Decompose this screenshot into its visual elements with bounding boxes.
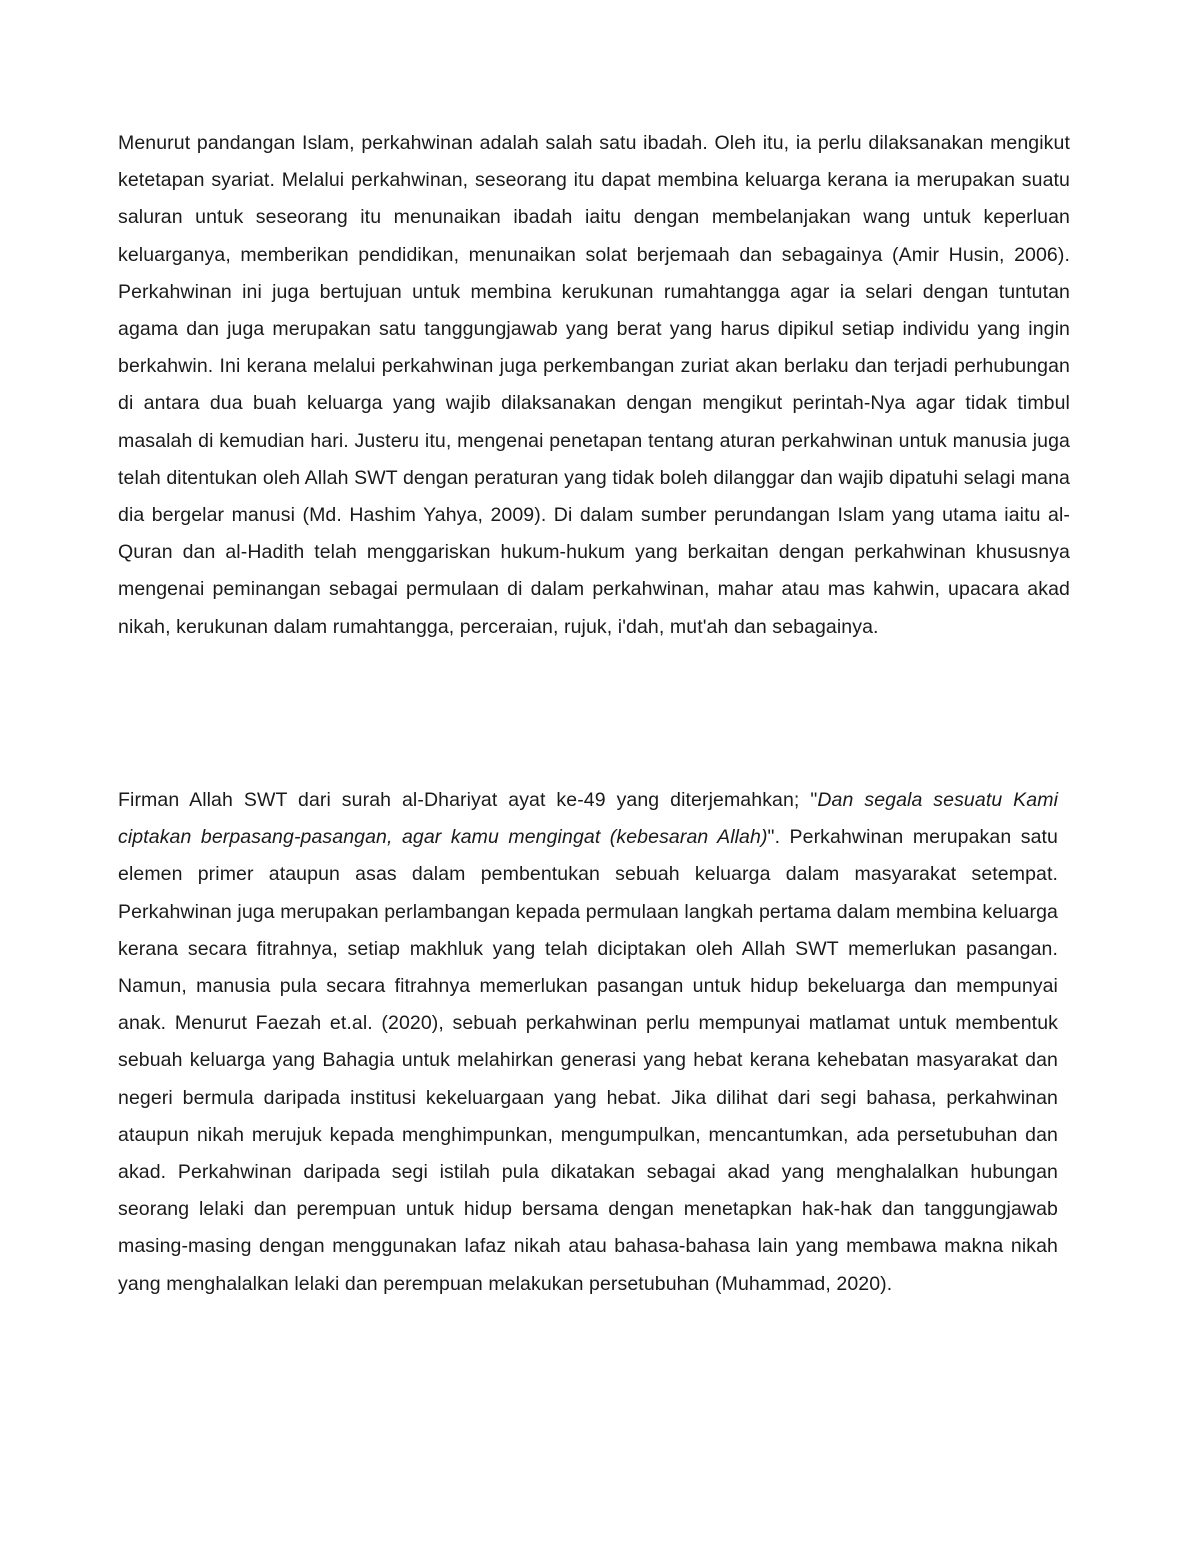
paragraph-2 (118, 782, 1058, 1303)
quran-quote: Dan segala sesuatu Kami ciptakan berpasang-pasangan, agar kamu mengingat (kebesaran Allah) (118, 789, 1059, 849)
paragraph-2-rest: ". Perkahwinan merupakan satu elemen primer ataupun asas dalam pembentukan sebuah keluarga dalam masyarakat setempat. Perkahwinan juga merupakan perlambangan kepada permulaan langkah pertama dalam membina keluarga kerana secara fitrahnya, setiap makhluk yang telah diciptakan oleh Allah SWT memerlukan pasangan. Namun, manusia pula secara fitrahnya memerlukan pasangan untuk hidup bekeluarga dan mempunyai anak. Menurut Faezah et.al. (2020), sebuah perkahwinan perlu mempunyai matlamat untuk membentuk sebuah keluarga yang Bahagia untuk melahirkan generasi yang hebat kerana kehebatan masyarakat dan negeri bermula daripada institusi kekeluargaan yang hebat. Jika dilihat dari segi bahasa, perkahwinan ataupun nikah merujuk kepada menghimpunkan, mengumpulkan, mencantumkan, ada persetubuhan dan akad. Perkahwinan daripada segi istilah pula dikatakan sebagai akad yang menghalalkan hubungan seorang lelaki dan perempuan untuk hidup bersama dengan menetapkan hak-hak dan tanggungjawab masing-masing dengan menggunakan lafaz nikah atau bahasa-bahasa lain yang membawa makna nikah yang menghalalkan lelaki dan perempuan melakukan persetubuhan (Muhammad, 2020). (118, 826, 1058, 1295)
paragraph-1: Menurut pandangan Islam, perkahwinan adalah salah satu ibadah. Oleh itu, ia perlu dilaksanakan mengikut ketetapan syariat. Melalui perkahwinan, seseorang itu dapat membina keluarga kerana ia merupakan suatu saluran untuk seseorang itu menunaikan ibadah iaitu dengan membelanjakan wang untuk keperluan keluarganya, memberikan pendidikan, menunaikan solat berjemaah dan sebagainya (Amir Husin, 2006). Perkahwinan ini juga bertujuan untuk membina kerukunan rumahtangga agar ia selari dengan tuntutan agama dan juga merupakan satu tanggungjawab yang berat yang harus dipikul setiap individu yang ingin berkahwin. Ini kerana melalui perkahwinan juga perkembangan zuriat akan berlaku dan terjadi perhubungan di antara dua buah keluarga yang wajib dilaksanakan dengan mengikut perintah-Nya agar tidak timbul masalah di kemudian hari. Justeru itu, mengenai penetapan tentang aturan perkahwinan untuk manusia juga telah ditentukan oleh Allah SWT dengan peraturan yang tidak boleh dilanggar dan wajib dipatuhi selagi mana dia bergelar manusi (Md. Hashim Yahya, 2009). Di dalam sumber perundangan Islam yang utama iaitu al-Quran dan al-Hadith telah menggariskan hukum-hukum yang berkaitan dengan perkahwinan khususnya mengenai peminangan sebagai permulaan di dalam perkahwinan, mahar atau mas kahwin, upacara akad nikah, kerukunan dalam rumahtangga, perceraian, rujuk, i'dah, mut'ah dan sebagainya. (118, 132, 1070, 638)
paragraph-2-lead: Firman Allah SWT dari surah al-Dhariyat ayat ke-49 yang diterjemahkan; " (118, 789, 818, 811)
